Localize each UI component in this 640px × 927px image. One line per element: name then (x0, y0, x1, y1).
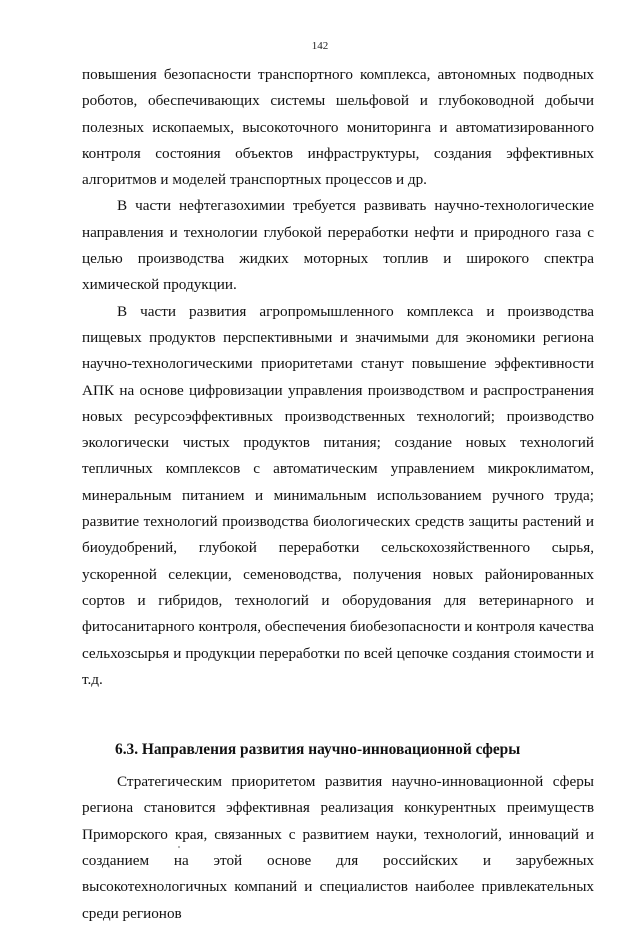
paragraph-petrochemistry: В части нефтегазохимии требуется развивать научно-технологические направления и технологии глубокой переработки нефти и природного газа с целью производства жидких моторных топлив и широкого спектра химической продукции. (82, 197, 594, 294)
paragraph-section-intro: Стратегическим приоритетом развития научно-инновационной сферы региона становится эффективная реализация конкурентных преимуществ Приморского края, связанных с развитием науки, технологий, инноваций и созданием на этой основе для российских и зарубежных высокотехнологичных компаний и специалистов наиболее привлекательных среди регионов (82, 773, 594, 922)
scan-speck (178, 846, 180, 848)
page-number: 142 (311, 40, 329, 52)
page-body (82, 62, 594, 927)
paragraph-agro-industrial: В части развития агропромышленного комплекса и производства пищевых продуктов перспективными и значимыми для экономики региона научно-технологическими приоритетами станут повышение эффективности АПК на основе цифровизации управления производством и распространения новых ресурсоэффективных производственных технологий; производство экологически чистых продуктов питания; создание новых технологий тепличных комплексов с автоматическим управлением микроклиматом, минеральным питанием и минимальным использованием ручного труда; развитие технологий производства биологических средств защиты растений и биоудобрений, глубокой переработки сельскохозяйственного сырья, ускоренной селекции, семеноводства, получения новых районированных сортов и гибридов, технологий и оборудования для ветеринарного и фитосанитарного контроля, обеспечения биобезопасности и контроля качества сельхозсырья и продукции переработки по всей цепочке создания стоимости и т.д. (82, 302, 594, 688)
paragraph-continuation: повышения безопасности транспортного комплекса, автономных подводных роботов, обеспечивающих системы шельфовой и глубоководной добычи полезных ископаемых, высокоточного мониторинга и автоматизированного контроля состояния объектов инфраструктуры, создания эффективных алгоритмов и моделей транспортных процессов и др. (82, 66, 594, 189)
section-heading: 6.3. Направления развития научно-инновационной сферы (115, 741, 521, 759)
